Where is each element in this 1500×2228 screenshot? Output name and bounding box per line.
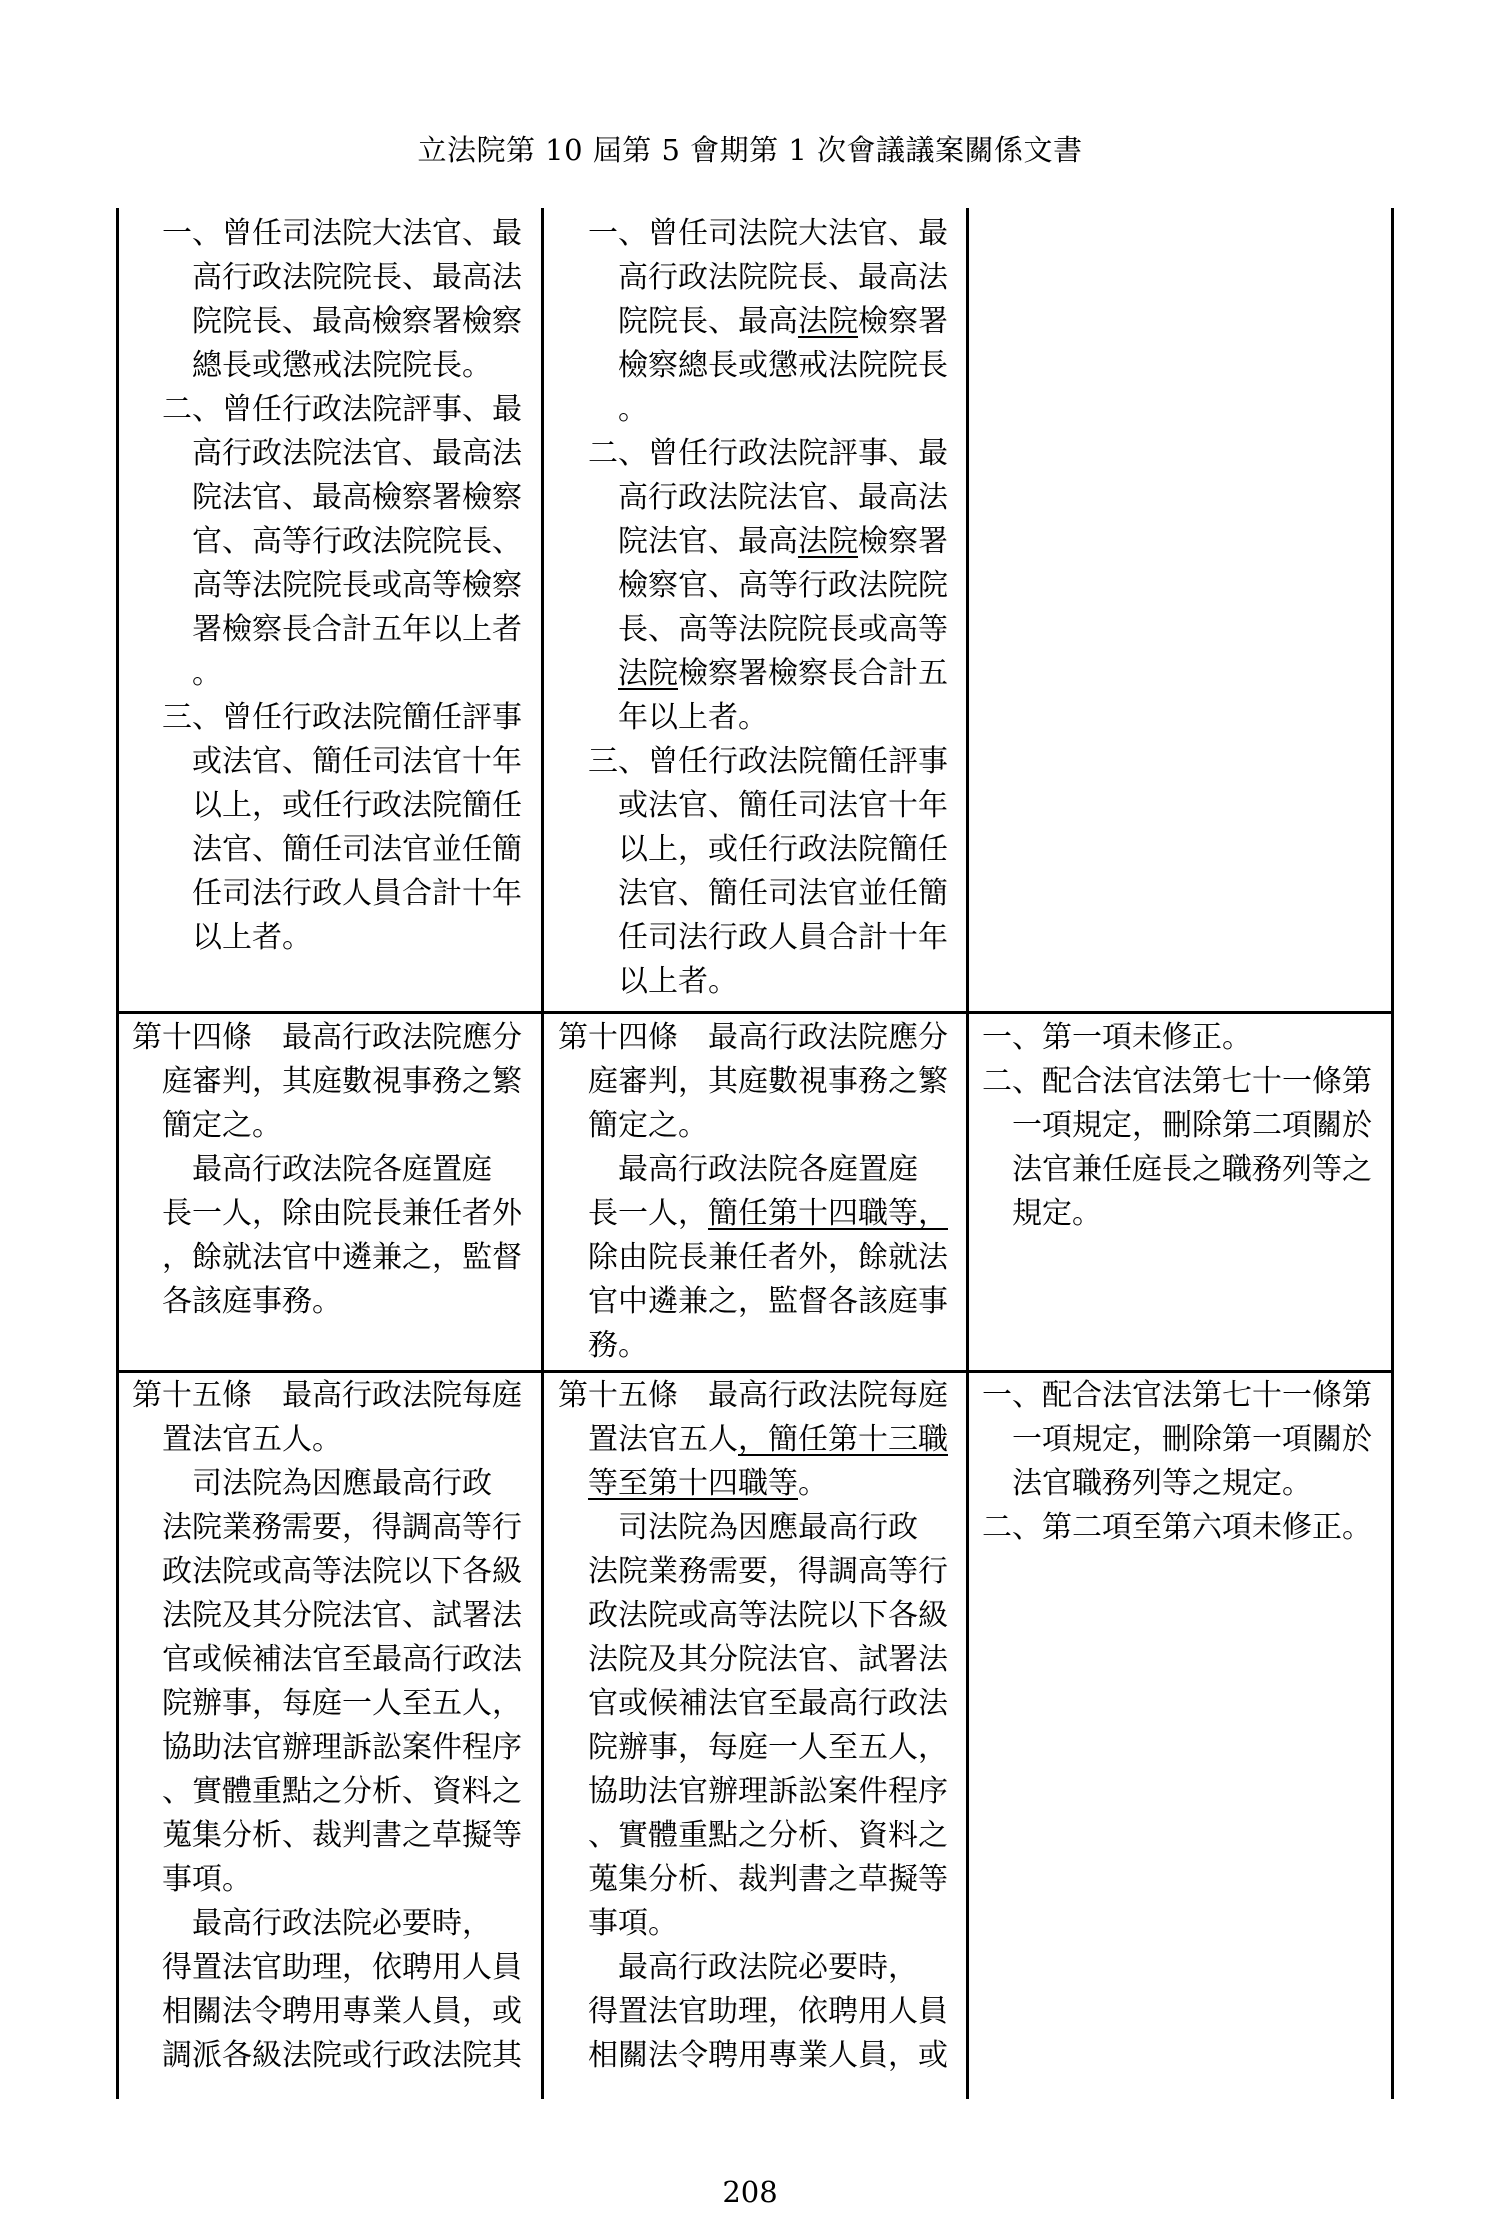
text-segment: 三、曾任行政法院簡任評事 [162, 700, 522, 735]
cell-proposed-article-list [588, 212, 958, 1004]
text-line [588, 212, 958, 256]
text-segment: 二、配合法官法第七十一條第 [982, 1064, 1372, 1099]
text-line [982, 1462, 1382, 1506]
text-segment: 法官兼任庭長之職務列等之 [982, 1152, 1372, 1187]
text-segment: 第十五條 最高行政法院每庭 [558, 1378, 948, 1413]
text-segment: 年以上者。 [588, 700, 768, 735]
text-segment: 官中遴兼之，監督各該庭事 [558, 1284, 948, 1319]
text-segment: 除由院長兼任者外，餘就法 [558, 1240, 948, 1275]
text-line [558, 1990, 958, 2034]
text-segment: 協助法官辦理訴訟案件程序 [132, 1730, 522, 1765]
text-segment: 。 [588, 392, 648, 427]
text-segment: 務。 [558, 1328, 648, 1363]
text-segment: 政法院或高等法院以下各級 [132, 1554, 522, 1589]
text-line [558, 1814, 958, 1858]
text-segment: 法官、簡任司法官並任簡 [588, 876, 948, 911]
text-line [558, 1770, 958, 1814]
text-line [162, 828, 532, 872]
text-line [588, 872, 958, 916]
text-line [162, 652, 532, 696]
text-segment: 一、曾任司法院大法官、最 [162, 216, 522, 251]
text-segment: 以上，或任行政法院簡任 [588, 832, 948, 867]
text-segment: 得置法官助理，依聘用人員 [132, 1950, 522, 1985]
text-line [162, 388, 532, 432]
text-line [558, 1594, 958, 1638]
text-segment: 長一人，除由院長兼任者外 [132, 1196, 522, 1231]
text-line [132, 1104, 532, 1148]
text-line [982, 1192, 1382, 1236]
text-line [162, 564, 532, 608]
cell-current-article-list [162, 212, 532, 960]
text-line [132, 1148, 532, 1192]
text-line [558, 1506, 958, 1550]
text-segment: 或法官、簡任司法官十年 [588, 788, 948, 823]
text-line [588, 740, 958, 784]
text-line [162, 300, 532, 344]
text-line [132, 1418, 532, 1462]
text-segment: 檢察署檢察長合計五 [678, 656, 948, 691]
text-line [588, 388, 958, 432]
text-segment: 置法官五人。 [132, 1422, 342, 1457]
text-line [588, 256, 958, 300]
cell-current-article-14 [132, 1016, 532, 1324]
text-line [558, 1192, 958, 1236]
text-segment: 最高行政法院必要時， [132, 1906, 492, 1941]
text-line [558, 1858, 958, 1902]
text-line [132, 1682, 532, 1726]
text-segment: 。 [162, 656, 222, 691]
text-line [588, 652, 958, 696]
text-line [132, 1280, 532, 1324]
text-line [558, 2034, 958, 2078]
text-line [588, 432, 958, 476]
text-line [162, 212, 532, 256]
text-segment: 高行政法院法官、最高法 [162, 436, 522, 471]
text-segment: 、實體重點之分析、資料之 [558, 1818, 948, 1853]
cell-proposed-article-15 [558, 1374, 958, 2078]
text-line [588, 960, 958, 1004]
text-line [588, 696, 958, 740]
text-segment: 或法官、簡任司法官十年 [162, 744, 522, 779]
text-line [558, 1550, 958, 1594]
text-segment: 官或候補法官至最高行政法 [132, 1642, 522, 1677]
text-line [132, 1902, 532, 1946]
text-line [132, 1374, 532, 1418]
text-segment: 二、曾任行政法院評事、最 [162, 392, 522, 427]
text-segment: 任司法行政人員合計十年 [588, 920, 948, 955]
text-line [558, 1946, 958, 1990]
text-line [132, 1858, 532, 1902]
text-line [162, 608, 532, 652]
text-line [588, 300, 958, 344]
text-line [558, 1418, 958, 1462]
text-segment: 事項。 [132, 1862, 252, 1897]
text-line [982, 1418, 1382, 1462]
text-line [982, 1148, 1382, 1192]
text-segment: 高行政法院院長、最高法 [588, 260, 948, 295]
text-segment: 司法院為因應最高行政 [558, 1510, 918, 1545]
text-line [132, 1192, 532, 1236]
text-line [558, 1104, 958, 1148]
text-line [558, 1324, 958, 1368]
text-segment: 一項規定，刪除第一項關於 [982, 1422, 1372, 1457]
text-segment: 蒐集分析、裁判書之草擬等 [132, 1818, 522, 1853]
text-segment: 司法院為因應最高行政 [132, 1466, 492, 1501]
text-segment: 以上，或任行政法院簡任 [162, 788, 522, 823]
text-segment: 庭審判，其庭數視事務之繁 [558, 1064, 948, 1099]
text-line [558, 1280, 958, 1324]
text-segment: 蒐集分析、裁判書之草擬等 [558, 1862, 948, 1897]
text-line [132, 1016, 532, 1060]
text-segment: 簡定之。 [558, 1108, 708, 1143]
text-segment: 、實體重點之分析、資料之 [132, 1774, 522, 1809]
text-segment: 院院長、最高檢察署檢察 [162, 304, 522, 339]
text-segment: 二、曾任行政法院評事、最 [588, 436, 948, 471]
text-line [162, 872, 532, 916]
text-line [558, 1902, 958, 1946]
text-segment: 院法官、最高檢察署檢察 [162, 480, 522, 515]
text-line [588, 520, 958, 564]
text-line [132, 2034, 532, 2078]
text-segment: 。 [798, 1466, 828, 1501]
text-segment: 總長或懲戒法院院長。 [162, 348, 492, 383]
cell-current-article-15 [132, 1374, 532, 2078]
row-divider-1 [116, 1011, 1394, 1014]
cell-note-article-15 [982, 1374, 1382, 1550]
text-line [588, 608, 958, 652]
text-segment: 院法官、最高 [588, 524, 798, 559]
text-line [132, 1946, 532, 1990]
text-segment: 第十五條 最高行政法院每庭 [132, 1378, 522, 1413]
text-segment: 法院及其分院法官、試署法 [132, 1598, 522, 1633]
text-segment: 高行政法院法官、最高法 [588, 480, 948, 515]
text-segment: 相關法令聘用專業人員，或 [558, 2038, 948, 2073]
text-line [558, 1236, 958, 1280]
text-line [558, 1148, 958, 1192]
text-segment [588, 656, 618, 691]
amended-text: 等至第十四職等 [588, 1466, 798, 1501]
text-segment: ，餘就法官中遴兼之，監督 [132, 1240, 522, 1275]
amended-text: 簡任第十四職等， [708, 1196, 948, 1231]
text-segment: 院院長、最高 [588, 304, 798, 339]
text-segment: 官或候補法官至最高行政法 [558, 1686, 948, 1721]
text-segment: 規定。 [982, 1196, 1102, 1231]
text-line [982, 1104, 1382, 1148]
text-segment: 第十四條 最高行政法院應分 [132, 1020, 522, 1055]
text-line [162, 916, 532, 960]
text-segment: 以上者。 [162, 920, 312, 955]
text-line [162, 344, 532, 388]
text-segment: 二、第二項至第六項未修正。 [982, 1510, 1372, 1545]
text-line [162, 784, 532, 828]
text-line [132, 1814, 532, 1858]
text-segment: 一、配合法官法第七十一條第 [982, 1378, 1372, 1413]
text-segment: 高行政法院院長、最高法 [162, 260, 522, 295]
text-segment: 一項規定，刪除第二項關於 [982, 1108, 1372, 1143]
text-segment: 法官、簡任司法官並任簡 [162, 832, 522, 867]
amended-text: 法院 [618, 656, 678, 691]
text-segment: 法院業務需要，得調高等行 [558, 1554, 948, 1589]
text-segment: 庭審判，其庭數視事務之繁 [132, 1064, 522, 1099]
text-line [558, 1726, 958, 1770]
text-line [588, 916, 958, 960]
text-line [982, 1506, 1382, 1550]
text-segment: 院辦事，每庭一人至五人， [558, 1730, 948, 1765]
text-segment: 法院業務需要，得調高等行 [132, 1510, 522, 1545]
text-line [132, 1550, 532, 1594]
text-line [162, 256, 532, 300]
text-segment: 三、曾任行政法院簡任評事 [588, 744, 948, 779]
text-segment: 簡定之。 [132, 1108, 282, 1143]
text-segment: 法官職務列等之規定。 [982, 1466, 1312, 1501]
text-segment: 長一人， [558, 1196, 708, 1231]
text-segment: 置法官五人 [558, 1422, 738, 1457]
text-segment: 相關法令聘用專業人員，或 [132, 1994, 522, 2029]
text-line [588, 564, 958, 608]
table-border-left [116, 208, 119, 2099]
text-line [162, 432, 532, 476]
text-line [162, 740, 532, 784]
text-line [558, 1462, 958, 1506]
text-segment: 高等法院院長或高等檢察 [162, 568, 522, 603]
text-segment: 檢察總長或懲戒法院院長 [588, 348, 948, 383]
text-segment: 一、曾任司法院大法官、最 [588, 216, 948, 251]
text-line [982, 1374, 1382, 1418]
text-segment: 得置法官助理，依聘用人員 [558, 1994, 948, 2029]
amended-text: ，簡任第十三職 [738, 1422, 948, 1457]
text-segment: 院辦事，每庭一人至五人， [132, 1686, 522, 1721]
text-line [162, 696, 532, 740]
text-segment [558, 1466, 588, 1501]
text-line [132, 1638, 532, 1682]
text-segment: 任司法行政人員合計十年 [162, 876, 522, 911]
text-segment: 調派各級法院或行政法院其 [132, 2038, 522, 2073]
text-line [558, 1374, 958, 1418]
table-border-right [1391, 208, 1394, 2099]
text-segment: 協助法官辦理訴訟案件程序 [558, 1774, 948, 1809]
text-segment: 各該庭事務。 [132, 1284, 342, 1319]
cell-proposed-article-14 [558, 1016, 958, 1368]
text-line [132, 1462, 532, 1506]
text-line [162, 520, 532, 564]
page-number: 208 [722, 2175, 778, 2209]
text-segment: 政法院或高等法院以下各級 [558, 1598, 948, 1633]
text-line [558, 1682, 958, 1726]
text-segment: 一、第一項未修正。 [982, 1020, 1252, 1055]
text-line [588, 828, 958, 872]
column-divider-1 [541, 208, 544, 2099]
row-divider-2 [116, 1370, 1394, 1373]
text-line [132, 1726, 532, 1770]
text-segment: 事項。 [558, 1906, 678, 1941]
text-line [558, 1060, 958, 1104]
text-segment: 署檢察長合計五年以上者 [162, 612, 522, 647]
cell-note-article-14 [982, 1016, 1382, 1236]
text-line [558, 1638, 958, 1682]
document-header: 立法院第 10 屆第 5 會期第 1 次會議議案關係文書 [417, 133, 1083, 167]
text-line [558, 1016, 958, 1060]
text-segment: 最高行政法院各庭置庭 [132, 1152, 492, 1187]
text-line [162, 476, 532, 520]
amended-text: 法院 [798, 524, 858, 559]
text-line [982, 1060, 1382, 1104]
text-line [132, 1990, 532, 2034]
text-line [132, 1770, 532, 1814]
amended-text: 法院 [798, 304, 858, 339]
text-segment: 檢察署 [858, 524, 948, 559]
text-segment: 最高行政法院必要時， [558, 1950, 918, 1985]
column-divider-2 [966, 208, 969, 2099]
text-segment: 第十四條 最高行政法院應分 [558, 1020, 948, 1055]
text-line [132, 1236, 532, 1280]
text-line [132, 1594, 532, 1638]
text-segment: 長、高等法院院長或高等 [588, 612, 948, 647]
text-line [588, 344, 958, 388]
text-segment: 以上者。 [588, 964, 738, 999]
text-segment: 最高行政法院各庭置庭 [558, 1152, 918, 1187]
text-segment: 法院及其分院法官、試署法 [558, 1642, 948, 1677]
text-segment: 檢察官、高等行政法院院 [588, 568, 948, 603]
text-line [132, 1060, 532, 1104]
text-line [982, 1016, 1382, 1060]
text-line [132, 1506, 532, 1550]
text-segment: 官、高等行政法院院長、 [162, 524, 522, 559]
text-line [588, 784, 958, 828]
text-line [588, 476, 958, 520]
text-segment: 檢察署 [858, 304, 948, 339]
